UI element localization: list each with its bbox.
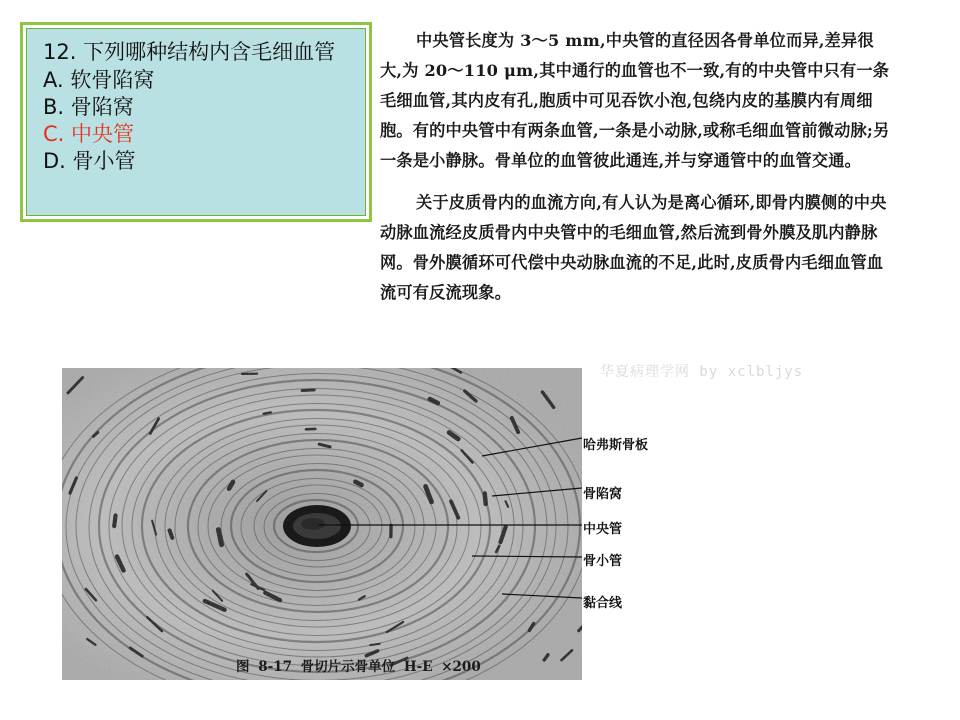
textbook-excerpt [380, 26, 890, 308]
figure-caption: 图 8-17 骨切片示骨单位 H-E ×200 [236, 659, 481, 675]
lacuna-mark [587, 637, 598, 651]
lacuna-mark [624, 523, 625, 543]
osteon-micrograph [62, 368, 640, 680]
label-haversian-lamella: 哈弗斯骨板 [583, 438, 649, 453]
question-panel [26, 28, 366, 216]
excerpt-paragraph-1: 中央管长度为 3～5 mm,中央管的直径因各骨单位而异,差异很大,为 20～110 μm,其中通行的血管也不一致,有的中央管中只有一条毛细血管,其内皮有孔,胞质中可见吞饮小泡,包绕内皮的基膜内有周细胞。有的中央管中有两条血管,一条是小动脉,或称毛细血管前微动脉;另一条是小静脉。骨单位的血管彼此通连,并与穿通管中的血管交通。 [380, 31, 890, 170]
excerpt-paragraph-2: 关于皮质骨内的血流方向,有人认为是离心循环,即骨内膜侧的中央动脉血流经皮质骨内中央管中的毛细血管,然后流到骨外膜及肌内静脉网。骨外膜循环可代偿中央动脉血流的不足,此时,皮质骨内毛细血管血流可有反流现象。 [380, 193, 887, 302]
label-bone-lacuna: 骨陷窝 [583, 487, 623, 502]
label-central-canal: 中央管 [583, 522, 623, 537]
question-title: 12. 下列哪种结构内含毛细血管 [43, 40, 336, 64]
option-b[interactable]: B. 骨陷窝 [43, 95, 134, 119]
lacuna-mark [613, 645, 617, 654]
option-a[interactable]: A. 软骨陷窝 [43, 68, 155, 92]
question-box [20, 22, 372, 222]
watermark: 华夏病理学网 by xclbljys [600, 364, 804, 380]
micrograph-image [62, 368, 640, 680]
option-d[interactable]: D. 骨小管 [43, 149, 136, 173]
option-c-correct[interactable]: C. 中央管 [43, 122, 135, 146]
label-cement-line: 黏合线 [583, 596, 623, 611]
label-canaliculus: 骨小管 [583, 554, 623, 569]
